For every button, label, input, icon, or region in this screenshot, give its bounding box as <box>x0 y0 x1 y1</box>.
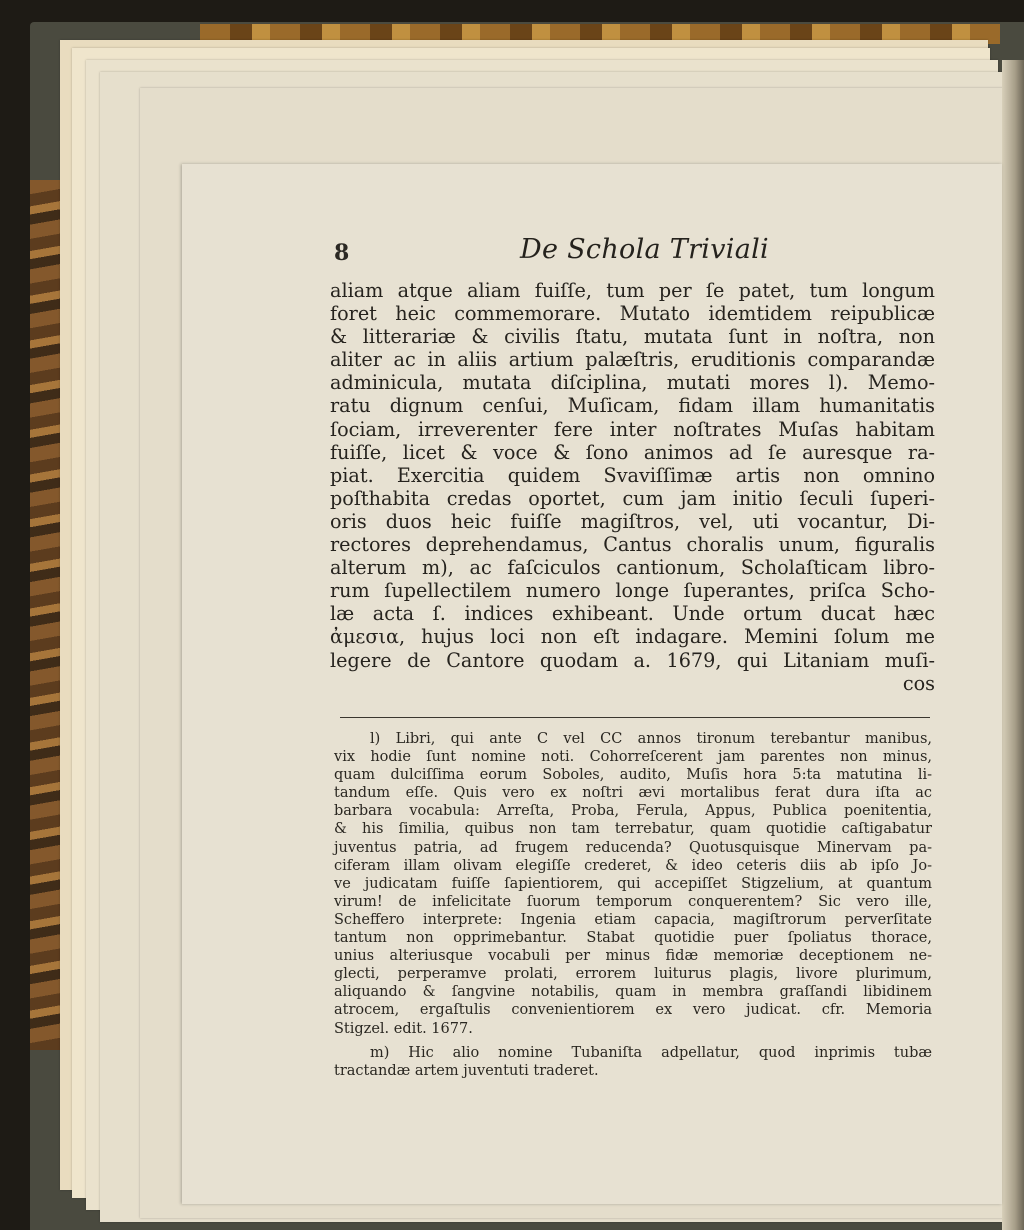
footnote-l-line: atrocem, ergaſtulis convenientiorem ex vero judicat. cfr. Memoria <box>334 1002 932 1019</box>
catchword: cos <box>902 671 935 695</box>
footnote-l-line: quam dulciſſima eorum Soboles, audito, Muſis hora 5:ta matutina li- <box>334 767 932 784</box>
text-line: læ acta ſ. indices exhibeant. Unde ortum ducat hæc <box>330 602 935 626</box>
text-line: rectores deprehendamus, Cantus choralis unum, figuralis <box>330 533 935 557</box>
footnote-l-line: & his ſimilia, quibus non tam terrebatur, quam quotidie caſtigabatur <box>334 821 932 838</box>
footnote-l-line: ciferam illam olivam elegiſſe crederet, & ideo ceteris diis ab ipſo Jo- <box>334 857 932 874</box>
footnote-l-line: virum! de infelicitate ſuorum temporum conquerentem? Sic vero ille, <box>334 893 932 910</box>
footnote-l-line: glecti, perperamve prolati, errorem luiturus plagis, livore plurimum, <box>334 966 932 983</box>
footnote-l-line: juventus patria, ad frugem reducenda? Quotusquisque Minervam pa- <box>334 839 932 856</box>
footnote-l-line: tantum non opprimebantur. Stabat quotidie puer ſpoliatus thorace, <box>334 930 932 947</box>
book-page <box>182 164 1002 1204</box>
text-line: ἀμεσια, hujus loci non eſt indagare. Memini ſolum me <box>330 625 935 649</box>
page-number: 8 <box>334 240 350 266</box>
footnote-m-line: tractandæ artem juventuti traderet. <box>334 1062 599 1079</box>
text-line: adminicula, mutata diſciplina, mutati mores l). Memo- <box>330 371 935 395</box>
marbled-spine-edge <box>30 180 60 1050</box>
text-line: poſthabita credas oportet, cum jam initio ſeculi ſuperi- <box>330 486 935 510</box>
footnote-l-line: Stigzel. edit. 1677. <box>334 1020 473 1037</box>
footnote-l-line: ve judicatam fuiſſe ſapientiorem, qui accepiſſet Stigzelium, at quantum <box>334 875 932 892</box>
footnote-l-line: unius alteriusque vocabuli per minus fidæ memoriæ deceptionem ne- <box>334 948 932 965</box>
text-line: fuiſſe, licet & voce & ſono animos ad ſe auresque ra- <box>330 440 935 464</box>
text-line: foret heic commemorare. Mutato idemtidem reipublicæ <box>330 302 935 326</box>
running-title: De Schola Triviali <box>520 234 769 265</box>
text-line: legere de Cantore quodam a. 1679, qui Litaniam muſi- <box>330 648 935 672</box>
text-line: rum ſupellectilem numero longe ſuperantes, priſca Scho- <box>330 579 935 603</box>
footnote-l-line: vix hodie ſunt nomine noti. Cohorreſcerent jam parentes non minus, <box>334 749 932 766</box>
text-line: ratu dignum cenſui, Muſicam, fidam illam humanitatis <box>330 394 935 418</box>
footnote-m-line: m) Hic alio nomine Tubaniſta adpellatur, quod inprimis tubæ <box>370 1044 932 1061</box>
page-fore-edge <box>1002 60 1024 1230</box>
text-line: aliter ac in aliis artium palæſtris, eruditionis comparandæ <box>330 348 935 372</box>
text-line: alterum m), ac faſciculos cantionum, Scholaſticam libro- <box>330 556 935 580</box>
text-line: piat. Exercitia quidem Svaviſſimæ artis non omnino <box>330 463 935 487</box>
footnote-l-line: Scheffero interprete: Ingenia etiam capacia, magiſtrorum perverſitate <box>334 911 932 928</box>
footnotes <box>334 730 932 1080</box>
text-line: oris duos heic fuiſſe magiſtros, vel, uti vocantur, Di- <box>330 509 935 533</box>
text-line: & litterariæ & civilis ſtatu, mutata ſunt in noſtra, non <box>330 325 935 349</box>
text-line: ſociam, irreverenter fere inter noſtrates Muſas habitam <box>330 417 935 441</box>
footnote-l-line: l) Libri, qui ante C vel CC annos tironum terebantur manibus, <box>370 731 932 747</box>
page-header <box>334 234 934 274</box>
main-text <box>330 279 935 695</box>
footnote-l-line: tandum eſſe. Quis vero ex noſtri ævi mortalibus ferat dura iſta ac <box>334 785 932 802</box>
text-line: aliam atque aliam fuiſſe, tum per ſe patet, tum longum <box>330 279 935 302</box>
footnote-rule <box>340 717 930 718</box>
footnote-l-line: aliquando & ſangvine notabilis, quam in membra graſſandi libidinem <box>334 984 932 1001</box>
footnote-l-line: barbara vocabula: Arreſta, Proba, Ferula, Appus, Publica poenitentia, <box>334 803 932 820</box>
